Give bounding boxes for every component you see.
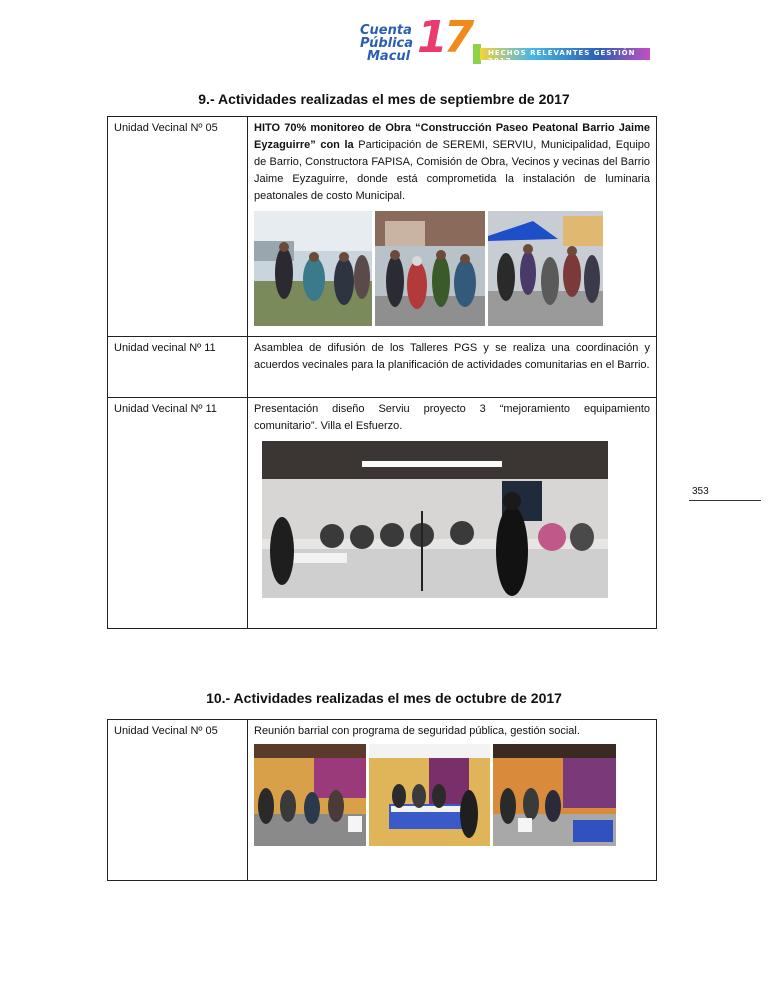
- cuenta-publica-logo: [355, 12, 655, 70]
- activity-description: [248, 398, 657, 629]
- neighborhood-meeting-photo-3: [493, 744, 616, 846]
- activity-description: [248, 117, 657, 337]
- street-meeting-photo-3: [488, 211, 603, 326]
- photo-strip: [254, 211, 650, 326]
- table-row: [108, 117, 657, 337]
- activity-text: Participación de SEREMI, SERVIU, Municipalidad, Equipo de Barrio, Constructora FAPISA, Comisión de Obra, Vecinos y vecinas del Barrio Jaime Eyzaguirre, donde está comprometida la instalación de luminaria peatonales de costo Municipal.: [254, 139, 650, 202]
- section-10-title: 10.- Actividades realizadas el mes de octubre de 2017: [206, 690, 562, 706]
- activity-text: Reunión barrial con programa de seguridad pública, gestión social.: [254, 725, 580, 737]
- logo-word-macul: Macul: [367, 49, 411, 64]
- neighborhood-meeting-photo-2: [369, 744, 490, 846]
- section-9-table: [107, 116, 657, 629]
- street-meeting-photo-1: [254, 211, 372, 326]
- table-row: [108, 720, 657, 881]
- unit-label: Unidad Vecinal Nº 11: [108, 398, 248, 629]
- logo-word-cuenta: Cuenta: [360, 23, 412, 38]
- photo-strip: [262, 441, 650, 598]
- unit-label: Unidad vecinal Nº 11: [108, 337, 248, 398]
- section-10-table: [107, 719, 657, 881]
- logo-year: 17: [417, 12, 471, 63]
- unit-label: Unidad Vecinal Nº 05: [108, 720, 248, 881]
- community-presentation-photo: [262, 441, 608, 598]
- activity-description: Asamblea de difusión de los Talleres PGS y se realiza una coordinación y acuerdos vecinales para la planificación de actividades comunitarias en el Barrio.: [248, 337, 657, 398]
- table-row: [108, 398, 657, 629]
- logo-tagline: HECHOS RELEVANTES GESTIÓN 2017: [488, 49, 636, 65]
- activity-highlight: HITO 70% monitoreo de Obra “Construcción Paseo Peatonal Barrio Jaime Eyzaguirre” con la: [254, 122, 650, 151]
- logo-tagline-bar: [480, 48, 650, 65]
- page-number: 353: [692, 486, 709, 497]
- table-row: [108, 337, 657, 398]
- page-number-rule: [689, 500, 761, 501]
- photo-strip: [254, 744, 650, 846]
- activity-description: [248, 720, 657, 881]
- section-9-title: 9.- Actividades realizadas el mes de septiembre de 2017: [198, 91, 570, 107]
- neighborhood-meeting-photo-1: [254, 744, 366, 846]
- unit-label: Unidad Vecinal Nº 05: [108, 117, 248, 337]
- activity-text: Presentación diseño Serviu proyecto 3 “mejoramiento equipamiento comunitario”. Villa el Esfuerzo.: [254, 403, 650, 432]
- logo-word-publica: Pública: [360, 36, 414, 51]
- street-meeting-photo-2: [375, 211, 485, 326]
